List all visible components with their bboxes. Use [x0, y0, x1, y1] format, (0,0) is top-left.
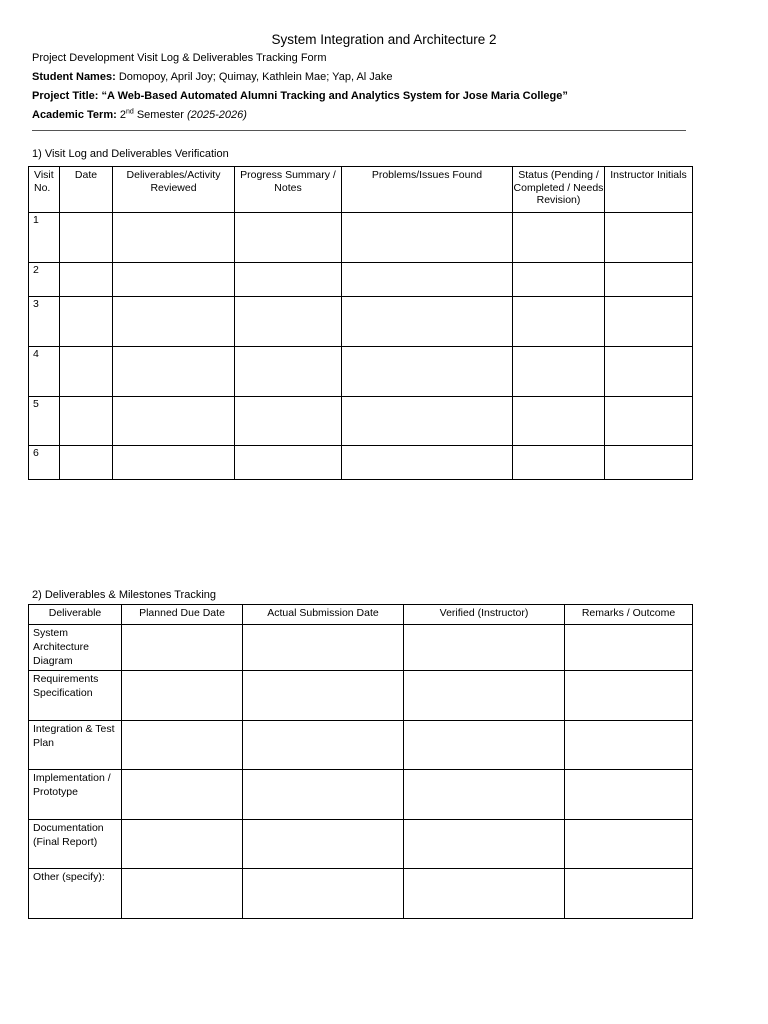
project-title-line [32, 90, 568, 102]
visit-number: 6 [29, 446, 60, 480]
actual-submission-date-cell[interactable] [243, 869, 404, 919]
visit-number: 3 [29, 297, 60, 347]
visit-col-header: Problems/Issues Found [342, 167, 513, 213]
deliverables-col-header: Planned Due Date [122, 605, 243, 625]
visit-col-header: Deliverables/Activity Reviewed [113, 167, 235, 213]
deliverables-col-header: Actual Submission Date [243, 605, 404, 625]
deliverables-col-header: Remarks / Outcome [565, 605, 693, 625]
status-cell[interactable] [513, 213, 605, 263]
planned-due-date-cell[interactable] [122, 625, 243, 671]
progress-cell[interactable] [235, 397, 342, 446]
deliverables-col-header: Verified (Instructor) [404, 605, 565, 625]
actual-submission-date-cell[interactable] [243, 820, 404, 869]
deliverable-name: Documentation (Final Report) [29, 820, 122, 869]
deliverables-cell[interactable] [113, 347, 235, 397]
planned-due-date-cell[interactable] [122, 671, 243, 721]
deliverable-row [29, 869, 693, 919]
actual-submission-date-cell[interactable] [243, 721, 404, 770]
visit-number: 1 [29, 213, 60, 263]
remarks-cell[interactable] [565, 770, 693, 820]
visit-row [29, 446, 693, 480]
initials-cell[interactable] [605, 213, 693, 263]
deliverable-row [29, 671, 693, 721]
term-years: (2025-2026) [186, 109, 247, 121]
term-number: 2 [119, 109, 126, 121]
verified-cell[interactable] [404, 770, 565, 820]
planned-due-date-cell[interactable] [122, 820, 243, 869]
initials-cell[interactable] [605, 446, 693, 480]
course-title: System Integration and Architecture 2 [271, 32, 497, 47]
deliverable-name: Other (specify): [29, 869, 122, 919]
date-cell[interactable] [60, 297, 113, 347]
progress-cell[interactable] [235, 213, 342, 263]
deliverable-row [29, 625, 693, 671]
planned-due-date-cell[interactable] [122, 869, 243, 919]
academic-term-label: Academic Term: [32, 109, 117, 121]
deliverable-name: Requirements Specification [29, 671, 122, 721]
progress-cell[interactable] [235, 297, 342, 347]
academic-term-line [32, 109, 247, 121]
visit-header-row [29, 167, 693, 213]
problems-cell[interactable] [342, 397, 513, 446]
visit-row [29, 213, 693, 263]
problems-cell[interactable] [342, 347, 513, 397]
deliverables-col-header: Deliverable [29, 605, 122, 625]
progress-cell[interactable] [235, 347, 342, 397]
visit-log-table [28, 166, 693, 480]
term-suffix: nd [125, 108, 134, 116]
remarks-cell[interactable] [565, 820, 693, 869]
verified-cell[interactable] [404, 869, 565, 919]
visit-col-header: Status (Pending / Completed / Needs Revision) [513, 167, 605, 213]
verified-cell[interactable] [404, 671, 565, 721]
status-cell[interactable] [513, 446, 605, 480]
progress-cell[interactable] [235, 446, 342, 480]
deliverable-row [29, 770, 693, 820]
remarks-cell[interactable] [565, 869, 693, 919]
visit-number: 5 [29, 397, 60, 446]
deliverable-row [29, 820, 693, 869]
actual-submission-date-cell[interactable] [243, 625, 404, 671]
problems-cell[interactable] [342, 213, 513, 263]
deliverables-cell[interactable] [113, 213, 235, 263]
deliverables-cell[interactable] [113, 263, 235, 297]
initials-cell[interactable] [605, 347, 693, 397]
progress-cell[interactable] [235, 263, 342, 297]
visit-col-header: Visit No. [29, 167, 60, 213]
deliverable-name: Integration & Test Plan [29, 721, 122, 770]
student-names-value: Domopoy, April Joy; Quimay, Kathlein Mae; Yap, Al Jake [118, 71, 393, 83]
visit-number: 2 [29, 263, 60, 297]
project-title-label: Project Title: [32, 90, 99, 102]
deliverables-cell[interactable] [113, 397, 235, 446]
status-cell[interactable] [513, 397, 605, 446]
deliverables-cell[interactable] [113, 297, 235, 347]
date-cell[interactable] [60, 446, 113, 480]
date-cell[interactable] [60, 263, 113, 297]
visit-row [29, 397, 693, 446]
visit-col-header: Instructor Initials [605, 167, 693, 213]
problems-cell[interactable] [342, 263, 513, 297]
date-cell[interactable] [60, 397, 113, 446]
visit-row [29, 347, 693, 397]
student-names-line [32, 71, 393, 83]
term-word: Semester [136, 109, 184, 121]
initials-cell[interactable] [605, 297, 693, 347]
deliverable-name: System Architecture Diagram [29, 625, 122, 671]
deliverable-name: Implementation / Prototype [29, 770, 122, 820]
remarks-cell[interactable] [565, 671, 693, 721]
remarks-cell[interactable] [565, 721, 693, 770]
verified-cell[interactable] [404, 721, 565, 770]
form-title: Project Development Visit Log & Deliverables Tracking Form [32, 52, 327, 64]
initials-cell[interactable] [605, 263, 693, 297]
deliverable-row [29, 721, 693, 770]
visit-number: 4 [29, 347, 60, 397]
verified-cell[interactable] [404, 625, 565, 671]
project-title-value: “A Web-Based Automated Alumni Tracking and Analytics System for Jose Maria College” [101, 90, 568, 102]
actual-submission-date-cell[interactable] [243, 671, 404, 721]
visit-col-header: Date [60, 167, 113, 213]
visit-row [29, 297, 693, 347]
deliverables-table [28, 604, 693, 919]
deliverables-cell[interactable] [113, 446, 235, 480]
visit-row [29, 263, 693, 297]
problems-cell[interactable] [342, 297, 513, 347]
actual-submission-date-cell[interactable] [243, 770, 404, 820]
planned-due-date-cell[interactable] [122, 770, 243, 820]
planned-due-date-cell[interactable] [122, 721, 243, 770]
date-cell[interactable] [60, 347, 113, 397]
header-divider [32, 130, 686, 131]
deliverables-header-row [29, 605, 693, 625]
verified-cell[interactable] [404, 820, 565, 869]
status-cell[interactable] [513, 263, 605, 297]
initials-cell[interactable] [605, 397, 693, 446]
visit-col-header: Progress Summary / Notes [235, 167, 342, 213]
visit-section-title: 1) Visit Log and Deliverables Verification [32, 148, 229, 160]
date-cell[interactable] [60, 213, 113, 263]
student-names-label: Student Names: [32, 71, 116, 83]
status-cell[interactable] [513, 297, 605, 347]
deliverables-section-title: 2) Deliverables & Milestones Tracking [32, 589, 217, 601]
problems-cell[interactable] [342, 446, 513, 480]
status-cell[interactable] [513, 347, 605, 397]
remarks-cell[interactable] [565, 625, 693, 671]
